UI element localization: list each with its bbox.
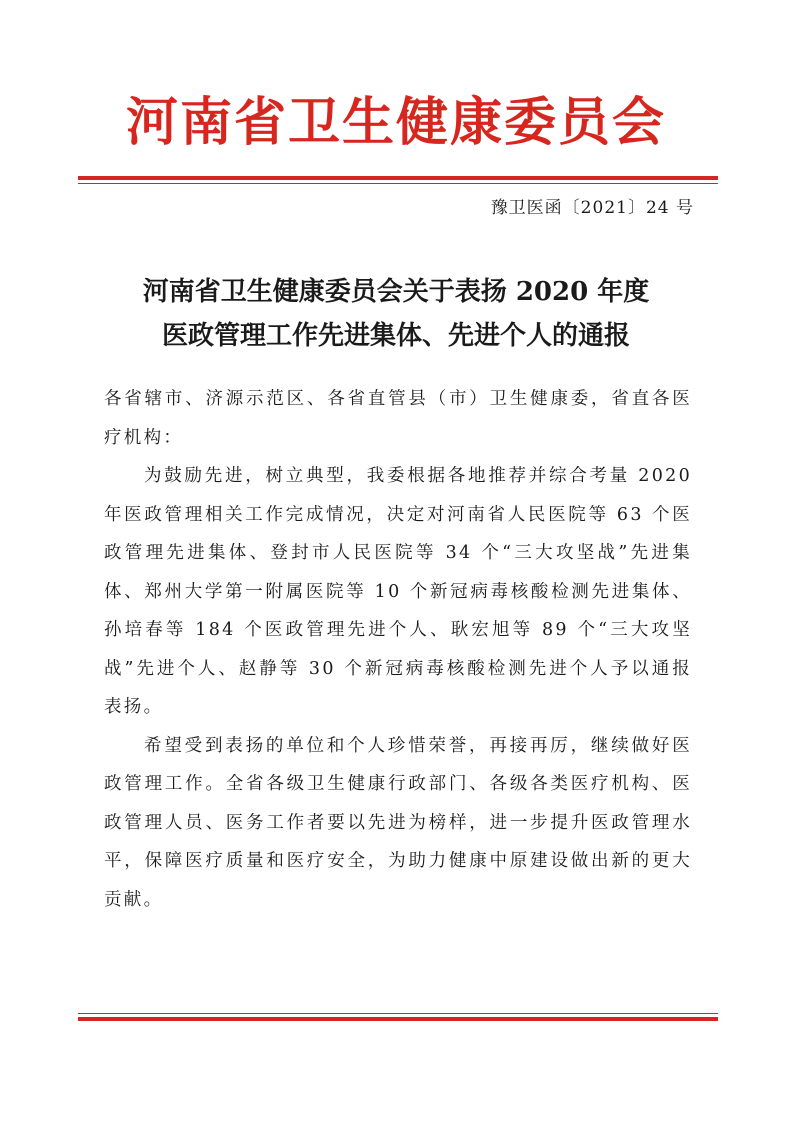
document-title-line-2: 医政管理工作先进集体、先进个人的通报 — [161, 321, 630, 351]
salutation: 各省辖市、济源示范区、各省直管县（市）卫生健康委，省直各医疗机构： — [104, 389, 692, 448]
body-paragraph-2: 希望受到表扬的单位和个人珍惜荣誉，再接再厉，继续做好医政管理工作。全省各级卫生健康行政部门、各级各类医疗机构、医政管理人员、医务工作者要以先进为榜样，进一步提升医政管理水平，保障医疗质量和医疗安全，为助力健康中原建设做出新的更大贡献。 — [104, 735, 692, 910]
letterhead-org-name: 河南省卫生健康委员会 — [125, 93, 666, 153]
document-number: 豫卫医函〔2021〕24 号 — [490, 198, 694, 218]
letterhead-divider-thin — [78, 183, 718, 184]
document-title — [0, 270, 792, 358]
body-paragraph-1: 为鼓励先进，树立典型，我委根据各地推荐并综合考量 2020 年医政管理相关工作完成情况，决定对河南省人民医院等 63 个医政管理先进集体、登封市人民医院等 34 个“三大攻坚战”先进集体、郑州大学第一附属医院等 10 个新冠病毒核酸检测先进集体、孙培春等 184 个医政管理先进个人、耿宏旭等 89 个“三大攻坚战”先进个人、赵静等 30 个新冠病毒核酸检测先进个人予以通报表扬。 — [104, 466, 692, 717]
letterhead-divider-thick — [78, 176, 718, 180]
footer-divider-thick — [78, 1017, 718, 1021]
document-body — [104, 380, 692, 919]
document-title-line-1: 河南省卫生健康委员会关于表扬 2020 年度 — [142, 277, 650, 307]
footer-divider-thin — [78, 1013, 718, 1014]
